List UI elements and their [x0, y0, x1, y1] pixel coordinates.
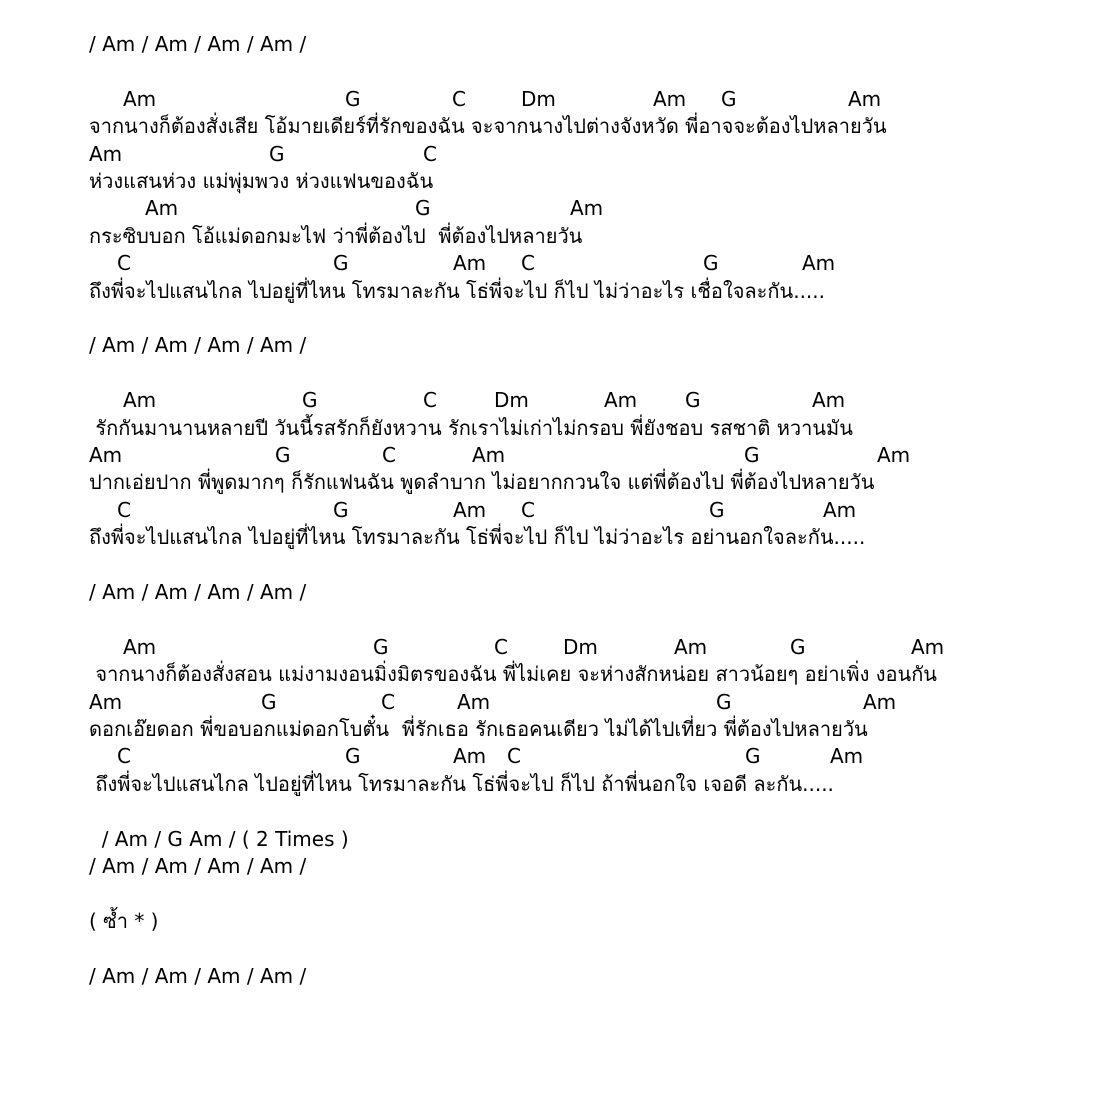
sheet-line: ถึงพี่จะไปแสนไกล ไปอยู่ที่ไหน โทรมาละกัน โธ่พี่จะไป ก็ไป ถ้าพี่นอกใจ เจอดี ละกัน..... — [89, 771, 834, 796]
chord-symbol: C — [452, 86, 466, 111]
chord-symbol: G — [261, 689, 277, 714]
chord-symbol: Am — [802, 251, 836, 276]
chord-symbol: Am — [472, 443, 506, 467]
chord-symbol: G — [373, 634, 389, 659]
chord-symbol: C — [117, 744, 131, 769]
sheet-line: / Am / Am / Am / Am / — [89, 580, 307, 604]
chord-symbol: G — [333, 497, 349, 522]
sheet-line: รักกันมานานหลายปี วันนี้รสรักก็ยังหวาน รักเราไม่เก่าไม่กรอบ พี่ยังชอบ รสชาติ หวานมัน — [89, 415, 853, 440]
chord-symbol: Dm — [494, 388, 529, 413]
chord-symbol: G — [302, 388, 318, 413]
chord-symbol: Am — [123, 388, 157, 413]
chord-symbol: Dm — [563, 634, 598, 659]
chord-symbol: C — [423, 388, 437, 413]
chord-symbol: G — [685, 388, 701, 413]
chord-symbol: Am — [823, 497, 857, 522]
chord-symbol: C — [117, 251, 131, 276]
chord-symbol: Am — [877, 443, 911, 467]
chord-symbol: G — [716, 689, 732, 714]
chord-symbol: G — [790, 634, 806, 659]
sheet-line: ถึงพี่จะไปแสนไกล ไปอยู่ที่ไหน โทรมาละกัน โธ่พี่จะไป ก็ไป ไม่ว่าอะไร เชื่อใจละกัน..... — [89, 278, 825, 303]
sheet-line: จากนางก็ต้องสั่งเสีย โอ้มายเดียร์ที่รักของฉัน จะจากนางไปต่างจังหวัด พี่อาจจะต้องไปหลายวัน — [89, 114, 887, 139]
chord-symbol: Am — [653, 86, 687, 111]
chord-symbol: Am — [457, 689, 491, 714]
chord-symbol: Am — [674, 634, 708, 659]
chord-symbol: G — [333, 251, 349, 276]
chord-symbol: Am — [570, 196, 604, 221]
sheet-line: กระซิบบอก โอ้แม่ดอกมะไฟ ว่าพี่ต้องไป พี่ต้องไปหลายวัน — [89, 223, 583, 248]
chord-symbol: Am — [848, 86, 882, 111]
chord-symbol: Am — [604, 388, 638, 413]
chord-symbol: G — [703, 251, 719, 276]
chord-symbol: Dm — [521, 86, 556, 111]
chord-symbol: Am — [145, 196, 179, 221]
chord-symbol: G — [275, 443, 291, 467]
chord-symbol: C — [494, 634, 508, 659]
chord-symbol: C — [381, 689, 395, 714]
chord-symbol: Am — [123, 86, 157, 111]
chord-symbol: Am — [830, 744, 864, 769]
chord-symbol: G — [415, 196, 431, 221]
chord-symbol: Am — [89, 443, 123, 467]
chord-symbol: G — [345, 86, 361, 111]
sheet-line: / Am / Am / Am / Am / — [89, 32, 307, 56]
sheet-line: จากนางก็ต้องสั่งสอน แม่งามงอนมิ่งมิตรของฉัน พี่ไม่เคย จะห่างสักหน่อย สาวน้อยๆ อย่าเพิ่ง งอนกัน — [89, 662, 937, 687]
chord-symbol: G — [345, 744, 361, 769]
chord-symbol: G — [721, 86, 737, 111]
sheet-line: / Am / Am / Am / Am / — [89, 963, 307, 988]
chord-symbol: C — [521, 251, 535, 276]
chord-symbol: Am — [453, 251, 487, 276]
chord-symbol: C — [423, 141, 437, 166]
sheet-line: ดอกเอ๊ยดอก พี่ขอบอกแม่ดอกโบตั๋น พี่รักเธอ รักเธอคนเดียว ไม่ได้ไปเที่ยว พี่ต้องไปหลายวัน — [89, 717, 868, 741]
chord-symbol: G — [744, 443, 760, 467]
chord-symbol: Am — [453, 497, 487, 522]
chord-symbol: G — [745, 744, 761, 769]
sheet-line: / Am / G Am / ( 2 Times ) — [89, 826, 349, 851]
sheet-line: ห่วงแสนห่วง แม่พุ่มพวง ห่วงแฟนของฉัน — [89, 169, 434, 193]
chord-symbol: Am — [89, 141, 123, 166]
chord-symbol: G — [269, 141, 285, 166]
chord-symbol: Am — [812, 388, 846, 413]
chord-symbol: G — [709, 497, 725, 522]
chord-symbol: C — [382, 443, 396, 467]
chord-symbol: Am — [911, 634, 945, 659]
chord-symbol: Am — [863, 689, 897, 714]
chord-symbol: Am — [89, 689, 123, 714]
chord-symbol: C — [117, 497, 131, 522]
chord-symbol: Am — [453, 744, 487, 769]
sheet-line: ( ซ้ำ * ) — [89, 908, 159, 933]
chord-symbol: Am — [123, 634, 157, 659]
sheet-line: ปากเอ่ยปาก พี่พูดมากๆ ก็รักแฟนฉัน พูดลำบาก ไม่อยากกวนใจ แต่พี่ต้องไป พี่ต้องไปหลายวัน — [89, 470, 875, 495]
sheet-line: / Am / Am / Am / Am / — [89, 333, 307, 358]
chord-symbol: C — [521, 497, 535, 522]
chord-symbol: C — [507, 744, 521, 769]
sheet-line: ถึงพี่จะไปแสนไกล ไปอยู่ที่ไหน โทรมาละกัน โธ่พี่จะไป ก็ไป ไม่ว่าอะไร อย่านอกใจละกัน..... — [89, 525, 866, 550]
sheet-line: / Am / Am / Am / Am / — [89, 854, 307, 878]
